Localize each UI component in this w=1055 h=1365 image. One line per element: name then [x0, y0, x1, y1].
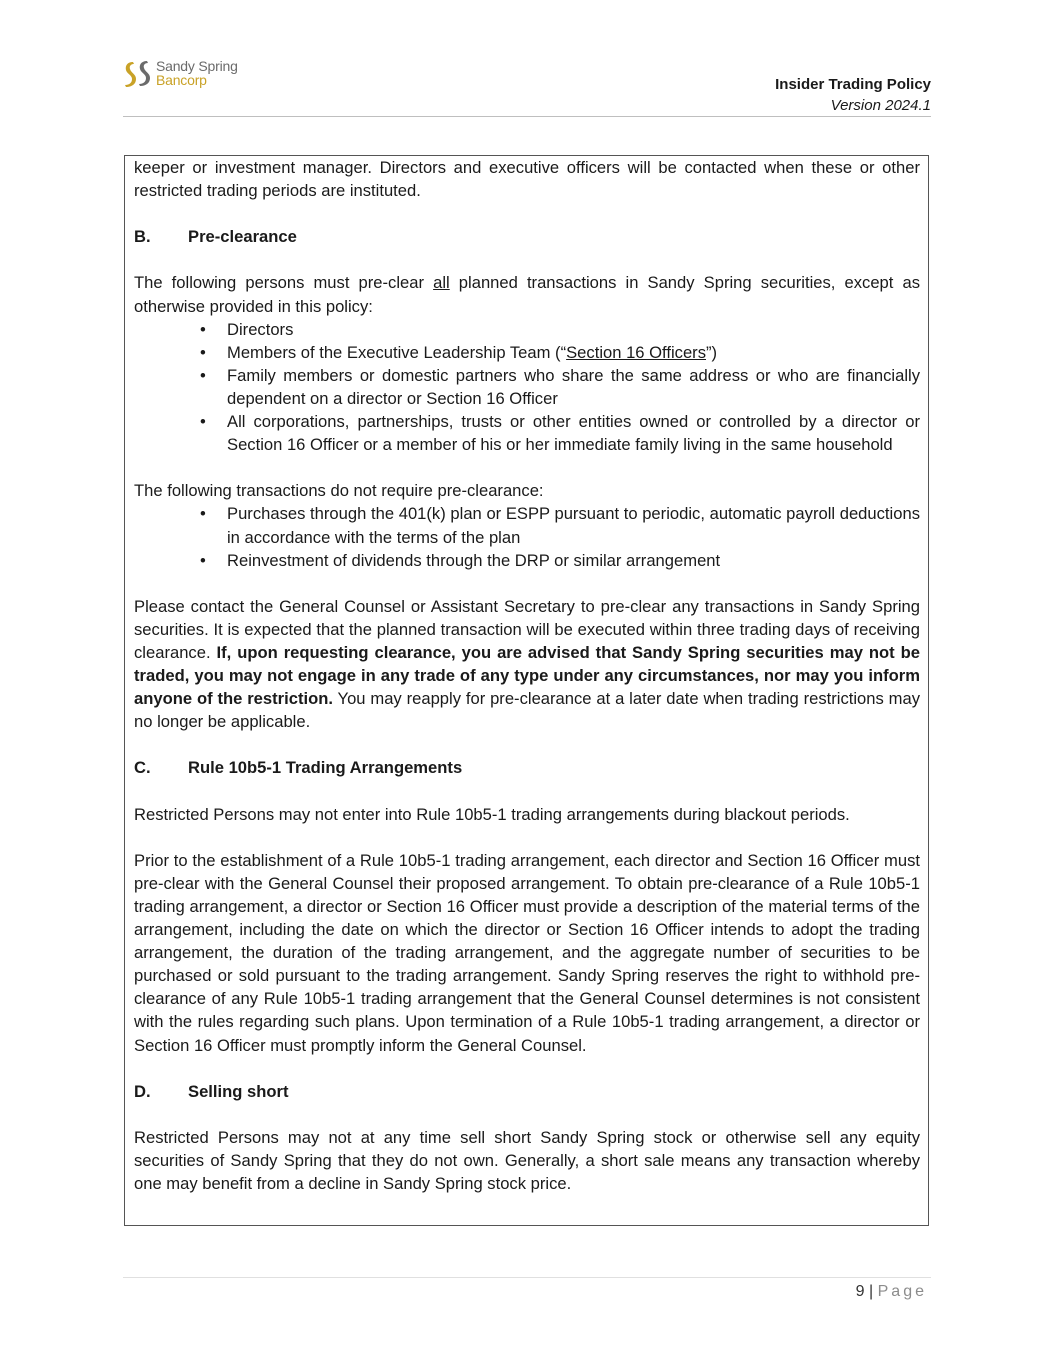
document-title: Insider Trading Policy — [775, 76, 931, 93]
bullet-icon: • — [200, 504, 206, 524]
list-item: • Members of the Executive Leadership Team (“Section 16 Officers”) — [134, 341, 920, 364]
footer-separator: | — [869, 1283, 874, 1300]
footer-divider — [123, 1277, 931, 1278]
intro-paragraph: keeper or investment manager. Directors and executive officers will be contacted when these or other restricted trading periods are instituted. — [134, 158, 920, 201]
list-item: • Family members or domestic partners who share the same address or who are financially dependent on a director or Section 16 Officer — [200, 365, 920, 408]
exempt-transactions-list — [134, 502, 920, 571]
section-16-officers-defined-term: Section 16 Officers — [566, 342, 706, 362]
logo-line-2: Bancorp — [156, 72, 207, 88]
page-number: 9 — [855, 1283, 865, 1300]
preclear-text-b: planned transactions in Sandy Spring securities, except as otherwise provided in this policy: — [134, 273, 921, 316]
document-header — [775, 74, 931, 116]
preclear-persons-list — [134, 318, 920, 457]
contact-paragraph: Please contact the General Counsel or Assistant Secretary to pre-clear any transactions in Sandy Spring securities. It is expected that the planned transaction will be executed within three trading days of receiving clearance. If, upon requesting clearance, you are advised that Sandy Spring securities may not be traded, you may not engage in any trade of any type under any circumstances, nor may you inform anyone of the restriction. You may reapply for pre-clearance at a later date when trading restrictions may no longer be applicable. — [134, 596, 920, 732]
section-d-heading — [134, 1080, 920, 1103]
preclear-all-underlined: all — [433, 273, 450, 293]
bullet-icon: • — [200, 342, 206, 362]
bullet-icon: • — [200, 319, 206, 339]
section-b-title: Pre-clearance — [188, 227, 297, 247]
section-d-title: Selling short — [188, 1081, 289, 1101]
section-c-title: Rule 10b5-1 Trading Arrangements — [188, 758, 463, 778]
exempt-intro-paragraph: The following transactions do not require pre-clearance: — [134, 481, 544, 501]
preclear-paragraph — [134, 271, 920, 317]
logo-mark-icon — [123, 60, 153, 88]
section-d-label: D. — [134, 1081, 151, 1101]
list-item: • Reinvestment of dividends through the DRP or similar arrangement — [134, 549, 920, 572]
blackout-paragraph: Restricted Persons may not enter into Rule 10b5-1 trading arrangements during blackout periods. — [134, 804, 850, 824]
preclear-text-a: The following persons must pre-clear — [134, 273, 434, 293]
page-footer — [856, 1282, 927, 1302]
content-box — [124, 155, 929, 1226]
restriction-warning: If, upon requesting clearance, you are advised that Sandy Spring securities may not be traded, you may not engage in any trade of any type under any circumstances, nor may you inform anyone of the restriction. — [134, 642, 920, 709]
section-c-heading — [134, 756, 920, 779]
section-b-heading — [134, 225, 920, 248]
logo-text — [156, 59, 238, 87]
list-item: • Directors — [134, 318, 920, 341]
list-item: • Purchases through the 401(k) plan or ESPP pursuant to periodic, automatic payroll deductions in accordance with the terms of the plan — [200, 504, 920, 547]
logo-line-1: Sandy Spring — [156, 58, 238, 74]
short-selling-paragraph: Restricted Persons may not at any time sell short Sandy Spring stock or otherwise sell any equity securities of Sandy Spring that they do not own. Generally, a short sale means any transaction whereby one may benefit from a decline in Sandy Spring stock price. — [134, 1127, 920, 1194]
header-divider — [123, 116, 931, 117]
policy-content — [134, 156, 920, 1195]
company-logo — [123, 58, 253, 90]
bullet-icon: • — [200, 412, 206, 432]
rule-10b5-1-paragraph: Prior to the establishment of a Rule 10b5-1 trading arrangement, each director and Section 16 Officer must pre-clear with the General Counsel their proposed arrangement. To obtain pre-clearance of a Rule 10b5-1 trading arrangement, a director or Section 16 Officer must provide a description of the material terms of the arrangement, including the date on which the director or Section 16 Officer intends to adopt the trading arrangement, the duration of the trading arrangement, and the aggregate number of securities to be purchased or sold pursuant to the trading arrangement. Sandy Spring reserves the right to withhold pre-clearance of any Rule 10b5-1 trading arrangement that the General Counsel determines is not consistent with the rules regarding such plans. Upon termination of a Rule 10b5-1 trading arrangement, a director or Section 16 Officer must promptly inform the General Counsel. — [134, 850, 920, 1055]
section-c-label: C. — [134, 758, 151, 778]
bullet-icon: • — [200, 365, 206, 385]
document-version: Version 2024.1 — [830, 97, 931, 114]
section-b-label: B. — [134, 227, 151, 247]
page-label: Page — [877, 1283, 927, 1300]
list-item: • All corporations, partnerships, trusts or other entities owned or controlled by a director or Section 16 Officer or a member of his or her immediate family living in the same household — [200, 412, 920, 455]
bullet-icon: • — [200, 550, 206, 570]
